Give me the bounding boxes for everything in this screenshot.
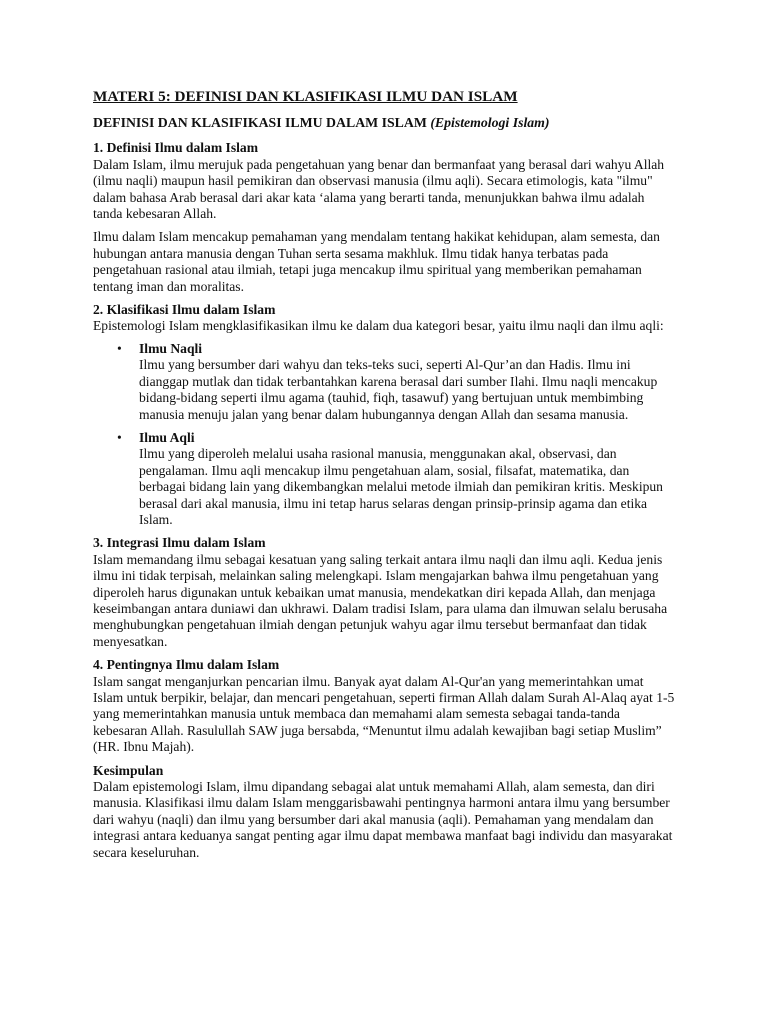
- section-1-heading: 1. Definisi Ilmu dalam Islam: [93, 140, 259, 156]
- conclusion-heading: Kesimpulan: [93, 762, 164, 778]
- section-3-paragraph: Islam memandang ilmu sebagai kesatuan yang saling terkait antara ilmu naqli dan ilmu aqli. Kedua jenis ilmu ini tidak terpisah, melainkan saling melengkapi. Islam mengajarkan bahwa ilmu pengetahuan yang diperoleh harus digunakan untuk kebaikan umat manusia, mendekatkan diri kepada Allah, dan menjaga keseimbangan antara duniawi dan ukhrawi. Dalam tradisi Islam, para ulama dan ilmuwan selalu berusaha menghubungkan pengetahuan ilmiah dengan petunjuk wahyu agar ilmu tersebut bermanfaat dan tidak menyesatkan.: [93, 551, 668, 649]
- list-item-title: Ilmu Naqli: [139, 340, 203, 356]
- document-subtitle: [93, 115, 676, 131]
- bullet-icon: •: [117, 340, 122, 356]
- section-1-paragraph-1: Dalam Islam, ilmu merujuk pada pengetahuan yang benar dan bermanfaat yang berasal dari wahyu Allah (ilmu naqli) maupun hasil pemikiran dan observasi manusia (ilmu aqli). Secara etimologis, kata "ilmu" dalam bahasa Arab berasal dari akar kata ‘alama yang berarti tanda, menunjukkan bahwa ilmu adalah tanda kebesaran Allah.: [93, 156, 665, 222]
- list-item-ilmu-aqli: [117, 429, 676, 528]
- section-1-paragraph-2: Ilmu dalam Islam mencakup pemahaman yang mendalam tentang hakikat kehidupan, alam semesta, dan hubungan antara manusia dengan Tuhan serta sesama makhluk. Ilmu tidak hanya terbatas pada pengetahuan rasional atau ilmiah, tetapi juga mencakup ilmu spiritual yang memberikan pemahaman tentang iman dan moralitas.: [93, 229, 660, 294]
- section-2-intro: Epistemologi Islam mengklasifikasikan ilmu ke dalam dua kategori besar, yaitu ilmu naqli dan ilmu aqli:: [93, 318, 664, 334]
- classification-list: [93, 341, 676, 528]
- conclusion-paragraph: Dalam epistemologi Islam, ilmu dipandang sebagai alat untuk memahami Allah, alam semesta, dan diri manusia. Klasifikasi ilmu dalam Islam menggarisbawahi pentingnya harmoni antara ilmu yang bersumber dari wahyu (naqli) dan ilmu yang bersumber dari akal manusia (aqli). Pemahaman yang mendalam dan integrasi antara keduanya sangat penting agar ilmu dapat membawa manfaat bagi individu dan masyarakat secara keseluruhan.: [93, 779, 673, 860]
- subtitle-main: DEFINISI DAN KLASIFIKASI ILMU DALAM ISLAM: [93, 115, 427, 130]
- section-4-heading: 4. Pentingnya Ilmu dalam Islam: [93, 657, 280, 673]
- document-title: MATERI 5: DEFINISI DAN KLASIFIKASI ILMU DAN ISLAM: [93, 88, 518, 105]
- bullet-icon: •: [117, 429, 122, 445]
- list-item-ilmu-naqli: [117, 340, 676, 423]
- section-3-heading: 3. Integrasi Ilmu dalam Islam: [93, 535, 266, 551]
- subtitle-italic: (Epistemologi Islam): [430, 115, 550, 130]
- list-item-title: Ilmu Aqli: [139, 429, 195, 445]
- section-2-heading: 2. Klasifikasi Ilmu dalam Islam: [93, 302, 276, 318]
- list-item-text: Ilmu yang bersumber dari wahyu dan teks-teks suci, seperti Al-Qur’an dan Hadis. Ilmu ini dianggap mutlak dan tidak terbantahkan karena berasal dari sumber Ilahi. Ilmu naqli mencakup bidang-bidang seperti ilmu agama (tauhid, fiqh, tasawuf) yang bertujuan untuk membimbing manusia menuju jalan yang benar dalam hubungannya dengan Allah dan sesama manusia.: [139, 357, 658, 422]
- section-4-paragraph: Islam sangat menganjurkan pencarian ilmu. Banyak ayat dalam Al-Qur'an yang memerintahkan umat Islam untuk berpikir, belajar, dan mencari pengetahuan, seperti firman Allah dalam Surah Al-Alaq ayat 1-5 yang memerintahkan manusia untuk membaca dan memahami alam semesta sebagai tanda-tanda kebesaran Allah. Rasulullah SAW juga bersabda, “Menuntut ilmu adalah kewajiban bagi setiap Muslim” (HR. Ibnu Majah).: [93, 673, 675, 755]
- list-item-text: Ilmu yang diperoleh melalui usaha rasional manusia, menggunakan akal, observasi, dan pengalaman. Ilmu aqli mencakup ilmu pengetahuan alam, sosial, filsafat, matematika, dan berbagai bidang lain yang dikembangkan melalui metode ilmiah dan pemikiran kritis. Meskipun berasal dari akal manusia, ilmu ini tetap harus selaras dengan prinsip-prinsip agama dan etika Islam.: [139, 446, 663, 527]
